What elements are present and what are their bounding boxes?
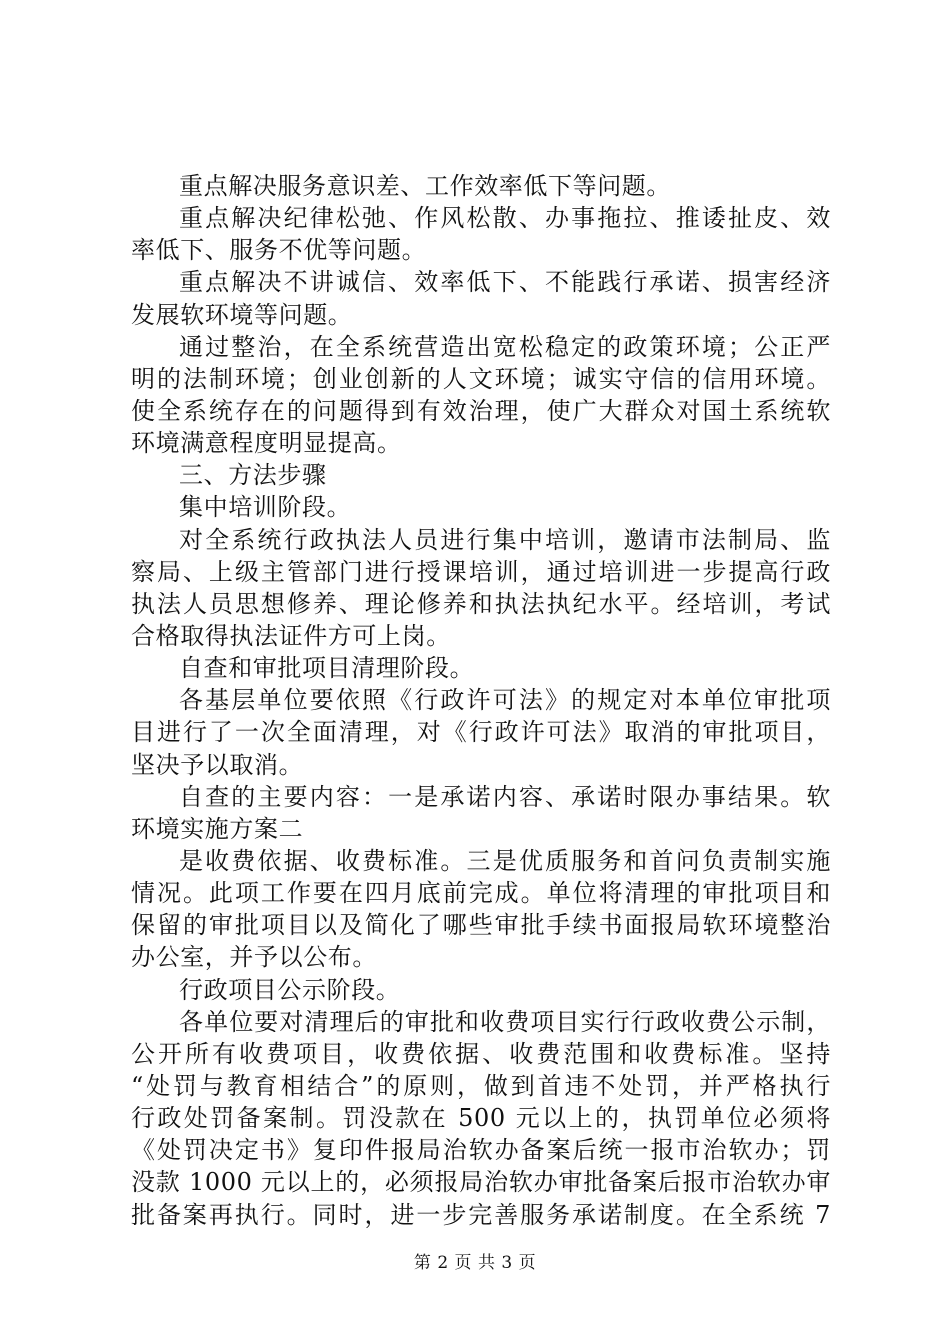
text-line: 重点解决不讲诚信、效率低下、不能践行承诺、损害经济 bbox=[179, 268, 831, 297]
text-line: 目进行了一次全面清理，对《行政许可法》取消的审批项目， bbox=[131, 718, 831, 747]
text-line: 环境实施方案二 bbox=[131, 814, 304, 843]
text-line: 明的法制环境；创业创新的人文环境；诚实守信的信用环境。 bbox=[131, 364, 831, 393]
text-line: 重点解决纪律松弛、作风松散、办事拖拉、推诿扯皮、效 bbox=[179, 204, 831, 233]
text-line: 执法人员思想修养、理论修养和执法执纪水平。经培训，考试 bbox=[131, 589, 831, 618]
text-line: 保留的审批项目以及简化了哪些审批手续书面报局软环境整治 bbox=[131, 911, 831, 940]
text-line: 没款 1000 元以上的，必须报局治软办审批备案后报市治软办审 bbox=[131, 1168, 831, 1197]
text-line: 环境满意程度明显提高。 bbox=[131, 429, 402, 458]
text-line: 行政项目公示阶段。 bbox=[179, 975, 401, 1004]
text-line: 重点解决服务意识差、工作效率低下等问题。 bbox=[179, 172, 671, 200]
text-line: 自查和审批项目清理阶段。 bbox=[179, 654, 475, 683]
text-line: 办公室，并予以公布。 bbox=[131, 943, 377, 972]
text-line: 各单位要对清理后的审批和收费项目实行行政收费公示制， bbox=[179, 1007, 831, 1036]
text-line: 各基层单位要依照《行政许可法》的规定对本单位审批项 bbox=[179, 686, 831, 715]
text-line: 三、方法步骤 bbox=[179, 461, 327, 490]
text-line: 情况。此项工作要在四月底前完成。单位将清理的审批项目和 bbox=[131, 879, 831, 908]
text-line: 察局、上级主管部门进行授课培训，通过培训进一步提高行政 bbox=[131, 557, 831, 586]
text-line: 是收费依据、收费标准。三是优质服务和首问负责制实施 bbox=[179, 846, 831, 875]
text-line: 发展软环境等问题。 bbox=[131, 300, 353, 329]
document-body bbox=[131, 170, 831, 1231]
page-footer: 第 2 页 共 3 页 bbox=[413, 1253, 537, 1273]
text-line: “处罚与教育相结合”的原则，做到首违不处罚，并严格执行 bbox=[131, 1071, 831, 1100]
text-line: 使全系统存在的问题得到有效治理，使广大群众对国土系统软 bbox=[131, 396, 831, 425]
text-line: 对全系统行政执法人员进行集中培训，邀请市法制局、监 bbox=[179, 525, 831, 554]
text-line: 批备案再执行。同时，进一步完善服务承诺制度。在全系统 7 bbox=[131, 1200, 831, 1229]
text-line: 行政处罚备案制。罚没款在 500 元以上的，执罚单位必须将 bbox=[131, 1104, 831, 1133]
text-line: 集中培训阶段。 bbox=[179, 493, 352, 522]
text-line: 坚决予以取消。 bbox=[131, 750, 304, 779]
text-line: 自查的主要内容：一是承诺内容、承诺时限办事结果。软 bbox=[179, 782, 831, 811]
text-line: 通过整治，在全系统营造出宽松稳定的政策环境；公正严 bbox=[179, 332, 831, 361]
text-line: 率低下、服务不优等问题。 bbox=[131, 236, 427, 265]
text-line: 公开所有收费项目，收费依据、收费范围和收费标准。坚持 bbox=[131, 1039, 831, 1068]
text-line: 《处罚决定书》复印件报局治软办备案后统一报市治软办；罚 bbox=[131, 1136, 831, 1165]
text-line: 合格取得执法证件方可上岗。 bbox=[131, 621, 451, 650]
